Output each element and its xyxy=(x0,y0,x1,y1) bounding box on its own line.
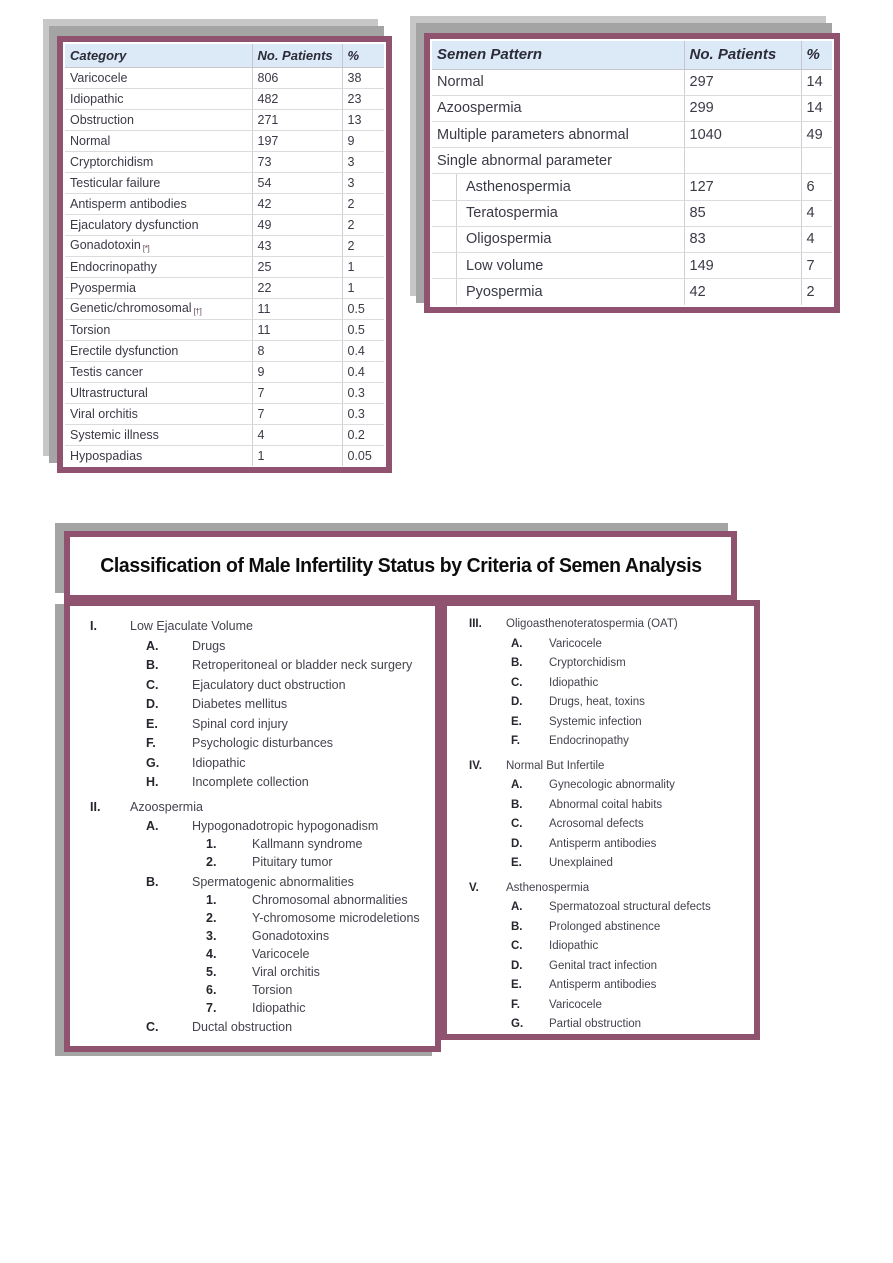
patients-cell: 42 xyxy=(252,193,342,214)
outline-right xyxy=(447,617,754,1033)
percent-cell: 14 xyxy=(801,95,832,121)
table-row xyxy=(65,67,384,88)
outline-item xyxy=(447,676,754,692)
outline-item xyxy=(70,736,435,752)
outline-item-label: Gynecologic abnormality xyxy=(549,779,675,791)
outline-item-label: Y-chromosome microdeletions xyxy=(252,910,420,925)
causes-table xyxy=(65,44,384,466)
outline-item-marker: I. xyxy=(90,619,97,633)
outline-item-marker: A. xyxy=(511,637,523,650)
percent-cell: 0.5 xyxy=(342,319,384,340)
label-cell: Antisperm antibodies xyxy=(65,193,252,214)
outline-item-label: Oligoasthenoteratospermia (OAT) xyxy=(506,618,678,630)
table-row xyxy=(432,148,832,174)
outline-item-marker: E. xyxy=(146,716,158,731)
outline-item xyxy=(70,1020,435,1036)
label-cell: Ejaculatory dysfunction xyxy=(65,214,252,235)
header-row xyxy=(432,41,832,69)
outline-item-label: Varicocele xyxy=(252,946,310,961)
table-row xyxy=(432,253,832,279)
outline-item-marker: D. xyxy=(511,959,523,972)
table-row xyxy=(65,130,384,151)
percent-cell: 0.4 xyxy=(342,340,384,361)
outline-item-marker: D. xyxy=(511,837,523,850)
outline-item-marker: IV. xyxy=(469,759,483,772)
outline-item xyxy=(70,929,435,945)
patients-cell: 806 xyxy=(252,67,342,88)
percent-cell: 38 xyxy=(342,67,384,88)
outline-item-label: Viral orchitis xyxy=(252,964,320,979)
column-header: Semen Pattern xyxy=(432,41,684,69)
table-row xyxy=(65,340,384,361)
percent-cell: 4 xyxy=(801,226,832,252)
table-row xyxy=(65,88,384,109)
label-cell: Gonadotoxin [*] xyxy=(65,235,252,256)
outline-item-label: Idiopathic xyxy=(549,676,599,689)
causes-table-box xyxy=(57,36,392,473)
outline-item xyxy=(447,1017,754,1033)
patients-cell: 73 xyxy=(252,151,342,172)
outline-item-marker: 3. xyxy=(206,928,217,943)
table-row xyxy=(65,256,384,277)
outline-item-marker: B. xyxy=(146,874,159,889)
table-row xyxy=(65,235,384,256)
outline-item xyxy=(447,617,754,633)
outline-item xyxy=(447,856,754,872)
outline-item xyxy=(70,855,435,871)
outline-item-label: Varicocele xyxy=(549,637,602,650)
outline-item-marker: A. xyxy=(511,901,523,913)
outline-item-label: Chromosomal abnormalities xyxy=(252,892,408,907)
outline-item xyxy=(447,920,754,936)
label-cell: Normal xyxy=(65,130,252,151)
outline-item xyxy=(70,658,435,674)
outline-item-label: Partial obstruction xyxy=(549,1018,642,1030)
outline-item-label: Idiopathic xyxy=(549,940,599,952)
patients-cell: 42 xyxy=(684,279,801,305)
percent-cell: 0.05 xyxy=(347,448,372,463)
outline-item-label: Torsion xyxy=(252,982,293,997)
outline-item-label: Cryptorchidism xyxy=(549,657,626,669)
patients-cell: 11 xyxy=(252,298,342,319)
label-cell: Pyospermia xyxy=(432,279,684,305)
outline-item xyxy=(447,998,754,1014)
percent-cell: 0.4 xyxy=(342,361,384,382)
outline-item-label: Low Ejaculate Volume xyxy=(130,619,253,633)
table-row xyxy=(65,193,384,214)
outline-item-label: Antisperm antibodies xyxy=(549,979,657,991)
label-cell: Teratospermia xyxy=(432,200,684,226)
semen-pattern-table-box xyxy=(424,33,840,313)
percent-cell: 3 xyxy=(342,172,384,193)
table-row xyxy=(65,361,384,382)
table-row xyxy=(65,424,384,445)
percent-cell: 14 xyxy=(801,69,832,95)
label-cell: Low volume xyxy=(432,253,684,279)
outline-item-marker: 1. xyxy=(206,837,217,851)
table-row xyxy=(432,174,832,200)
outline-item-label: Unexplained xyxy=(549,857,613,869)
outline-item-label: Gonadotoxins xyxy=(252,928,330,943)
outline-item-label: Acrosomal defects xyxy=(549,818,644,830)
percent-cell: 0.2 xyxy=(342,424,384,445)
table-row xyxy=(65,298,384,319)
patients-cell: 22 xyxy=(252,277,342,298)
label-cell: Systemic illness xyxy=(65,424,252,445)
outline-item xyxy=(447,881,754,897)
patients-cell: 271 xyxy=(252,109,342,130)
percent-cell: 6 xyxy=(801,174,832,200)
outline-item xyxy=(447,637,754,653)
column-header: Category xyxy=(65,44,252,67)
outline-item xyxy=(70,947,435,963)
patients-cell: 127 xyxy=(684,174,801,200)
outline-item xyxy=(70,893,435,909)
outline-item-label: Drugs xyxy=(192,638,226,653)
outline-item xyxy=(447,778,754,794)
outline-item xyxy=(447,959,754,975)
outline-item-label: Ductal obstruction xyxy=(192,1020,293,1034)
outline-item-label: Ejaculatory duct obstruction xyxy=(192,677,346,692)
label-cell: Viral orchitis xyxy=(65,403,252,424)
outline-item-marker: E. xyxy=(511,857,522,869)
percent-cell: 1 xyxy=(342,277,384,298)
patients-cell: 8 xyxy=(252,340,342,361)
patients-cell: 149 xyxy=(684,253,801,279)
outline-item xyxy=(447,695,754,711)
outline-item-label: Genital tract infection xyxy=(549,959,658,972)
outline-item xyxy=(70,717,435,733)
outline-item-label: Diabetes mellitus xyxy=(192,697,288,711)
outline-item-marker: 2. xyxy=(206,855,217,869)
outline-item-marker: 5. xyxy=(206,964,217,979)
patients-cell: 43 xyxy=(252,235,342,256)
outline-item-marker: III. xyxy=(469,618,482,630)
patients-cell: 1040 xyxy=(684,122,801,148)
outline-item-marker: C. xyxy=(511,818,523,830)
column-header: No. Patients xyxy=(684,41,801,69)
footnote-marker: [†] xyxy=(191,306,202,316)
outline-item-label: Retroperitoneal or bladder neck surgery xyxy=(192,658,413,672)
patients-cell: 7 xyxy=(252,403,342,424)
outline-item xyxy=(70,983,435,999)
outline-item-marker: E. xyxy=(511,715,522,728)
table-row xyxy=(65,277,384,298)
outline-item-marker: G. xyxy=(146,755,160,770)
header-row xyxy=(65,44,384,67)
percent-cell: 9 xyxy=(342,130,384,151)
outline-item xyxy=(70,875,435,891)
classification-title-box xyxy=(64,531,737,601)
outline-item-label: Endocrinopathy xyxy=(549,735,629,747)
label-cell: Obstruction xyxy=(65,109,252,130)
outline-item-label: Hypogonadotropic hypogonadism xyxy=(192,819,379,833)
outline-item-label: Pituitary tumor xyxy=(252,855,333,869)
outline-item-marker: B. xyxy=(146,658,159,672)
label-cell: Hypospadias xyxy=(65,445,252,466)
outline-item-marker: A. xyxy=(146,819,159,833)
column-header: No. Patients xyxy=(252,44,342,67)
column-header: % xyxy=(801,41,832,69)
outline-item xyxy=(70,619,435,635)
outline-item-marker: E. xyxy=(511,979,522,991)
table-row xyxy=(432,226,832,252)
outline-item xyxy=(70,800,435,816)
percent-cell: 4 xyxy=(801,200,832,226)
percent-cell: 0.3 xyxy=(342,382,384,403)
outline-item-label: Systemic infection xyxy=(549,715,642,728)
outline-item-marker: H. xyxy=(146,775,159,789)
table-row xyxy=(65,172,384,193)
percent-cell: 2 xyxy=(342,235,384,256)
outline-item-label: Idiopathic xyxy=(192,755,246,770)
outline-item-marker: G. xyxy=(511,1018,524,1030)
outline-item-marker: B. xyxy=(511,920,523,933)
outline-item-marker: D. xyxy=(511,696,523,708)
table-row xyxy=(432,122,832,148)
outline-item xyxy=(70,678,435,694)
percent-cell: 2 xyxy=(342,214,384,235)
percent-cell: 1 xyxy=(342,256,384,277)
table-row xyxy=(65,151,384,172)
patients-cell: 11 xyxy=(252,319,342,340)
outline-item xyxy=(447,734,754,750)
outline-item-marker: F. xyxy=(146,736,156,750)
label-cell: Varicocele xyxy=(65,67,252,88)
outline-item-label: Antisperm antibodies xyxy=(549,837,657,850)
patients-cell: 85 xyxy=(684,200,801,226)
label-cell: Asthenospermia xyxy=(432,174,684,200)
outline-item-marker: 1. xyxy=(206,892,217,907)
patients-cell: 7 xyxy=(252,382,342,403)
patients-cell xyxy=(684,148,801,174)
patients-cell: 197 xyxy=(252,130,342,151)
percent-cell: 13 xyxy=(342,109,384,130)
outline-item xyxy=(447,900,754,916)
outline-item xyxy=(70,775,435,791)
outline-item-marker: C. xyxy=(146,677,159,692)
label-cell: Oligospermia xyxy=(432,226,684,252)
outline-item xyxy=(447,798,754,814)
patients-cell: 482 xyxy=(252,88,342,109)
outline-item-marker: V. xyxy=(469,881,479,894)
outline-item-marker: 4. xyxy=(206,946,217,961)
classification-panel-right xyxy=(441,600,760,1040)
percent-cell: 3 xyxy=(342,151,384,172)
outline-item-label: Psychologic disturbances xyxy=(192,736,334,750)
label-cell: Torsion xyxy=(65,319,252,340)
outline-item xyxy=(70,756,435,772)
patients-cell: 54 xyxy=(252,172,342,193)
outline-item xyxy=(70,697,435,713)
patients-cell: 9 xyxy=(252,361,342,382)
label-cell: Testicular failure xyxy=(65,172,252,193)
percent-cell: 2 xyxy=(806,284,815,301)
label-cell: Cryptorchidism xyxy=(65,151,252,172)
column-header: % xyxy=(342,44,384,67)
patients-cell: 299 xyxy=(684,95,801,121)
label-cell: Testis cancer xyxy=(65,361,252,382)
outline-item-marker: F. xyxy=(511,735,520,747)
label-cell: Endocrinopathy xyxy=(65,256,252,277)
outline-item-marker: C. xyxy=(511,940,523,952)
label-cell: Multiple parameters abnormal xyxy=(432,122,684,148)
patients-cell: 4 xyxy=(252,424,342,445)
table-row xyxy=(65,403,384,424)
outline-item xyxy=(70,639,435,655)
outline-item-label: Azoospermia xyxy=(130,799,203,814)
outline-item-marker: B. xyxy=(511,798,523,811)
label-cell: Ultrastructural xyxy=(65,382,252,403)
outline-item-label: Drugs, heat, toxins xyxy=(549,696,645,708)
outline-item-label: Spermatozoal structural defects xyxy=(549,901,711,913)
outline-item xyxy=(447,939,754,955)
outline-item xyxy=(70,911,435,927)
outline-item-marker: C. xyxy=(511,676,523,689)
outline-item-label: Spermatogenic abnormalities xyxy=(192,874,354,889)
outline-item-label: Abnormal coital habits xyxy=(549,798,663,811)
outline-item xyxy=(70,1001,435,1017)
outline-item xyxy=(70,819,435,835)
percent-cell: 0.3 xyxy=(342,403,384,424)
label-cell: Genetic/chromosomal [†] xyxy=(65,298,252,319)
outline-item xyxy=(447,817,754,833)
outline-item-label: Normal But Infertile xyxy=(506,759,605,772)
percent-cell: 0.5 xyxy=(342,298,384,319)
percent-cell: 2 xyxy=(342,193,384,214)
label-cell: Single abnormal parameter xyxy=(432,148,684,174)
table-row xyxy=(65,214,384,235)
patients-cell: 1 xyxy=(252,445,342,466)
table-row xyxy=(432,279,832,305)
outline-left xyxy=(70,619,435,1036)
label-cell: Idiopathic xyxy=(65,88,252,109)
outline-item xyxy=(447,715,754,731)
table-row xyxy=(65,109,384,130)
outline-item-label: Incomplete collection xyxy=(192,775,309,789)
table-row xyxy=(65,382,384,403)
semen-pattern-table xyxy=(432,41,832,305)
outline-item-label: Varicocele xyxy=(549,998,602,1011)
patients-cell: 25 xyxy=(252,256,342,277)
table-row xyxy=(65,445,384,466)
patients-cell: 83 xyxy=(684,226,801,252)
footnote-marker: [*] xyxy=(140,243,150,253)
table-row xyxy=(432,69,832,95)
patients-cell: 297 xyxy=(684,69,801,95)
classification-panel-left xyxy=(64,600,441,1052)
outline-item-marker: 2. xyxy=(206,910,217,925)
outline-item xyxy=(447,656,754,672)
outline-item-marker: 7. xyxy=(206,1000,217,1015)
outline-item-marker: D. xyxy=(146,697,159,711)
patients-cell: 49 xyxy=(252,214,342,235)
outline-item-label: Asthenospermia xyxy=(506,881,590,894)
table-row xyxy=(65,319,384,340)
outline-item-label: Prolonged abstinence xyxy=(549,920,661,933)
table-row xyxy=(432,95,832,121)
outline-item-label: Kallmann syndrome xyxy=(252,837,363,851)
outline-item xyxy=(447,759,754,775)
outline-item-marker: F. xyxy=(511,998,520,1011)
percent-cell: 7 xyxy=(801,253,832,279)
outline-item-marker: II. xyxy=(90,799,101,814)
classification-title: Classification of Male Infertility Status by Criteria of Semen Analysis xyxy=(99,554,702,577)
outline-item xyxy=(70,965,435,981)
percent-cell: 49 xyxy=(801,122,832,148)
outline-item xyxy=(447,837,754,853)
outline-item-marker: A. xyxy=(146,638,159,653)
outline-item-marker: B. xyxy=(511,657,523,669)
outline-item-marker: 6. xyxy=(206,982,217,997)
table-row xyxy=(432,200,832,226)
outline-item-label: Idiopathic xyxy=(252,1000,306,1015)
label-cell: Azoospermia xyxy=(432,95,684,121)
percent-cell xyxy=(801,148,832,174)
outline-item xyxy=(447,978,754,994)
outline-item-marker: A. xyxy=(511,779,523,791)
label-cell: Pyospermia xyxy=(65,277,252,298)
outline-item-marker: C. xyxy=(146,1020,159,1034)
outline-item xyxy=(70,837,435,853)
label-cell: Erectile dysfunction xyxy=(65,340,252,361)
label-cell: Normal xyxy=(432,69,684,95)
outline-item-label: Spinal cord injury xyxy=(192,716,288,731)
percent-cell: 23 xyxy=(342,88,384,109)
